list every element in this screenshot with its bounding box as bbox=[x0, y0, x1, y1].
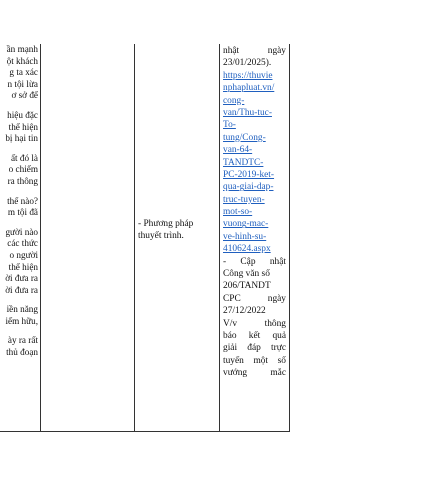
reference-text-line bbox=[223, 268, 286, 280]
text-line: ời đưa ra bbox=[5, 284, 38, 295]
reference-link[interactable]: van-64- bbox=[223, 145, 253, 156]
table-border-col4-right bbox=[289, 44, 290, 432]
reference-link[interactable]: qua-giai-dap- bbox=[223, 182, 274, 193]
word: thông bbox=[264, 318, 286, 329]
word: ngày bbox=[267, 46, 286, 56]
reference-link[interactable]: PC-2019-ket- bbox=[223, 169, 275, 180]
reference-link-line bbox=[223, 169, 286, 181]
reference-link-line bbox=[223, 181, 286, 193]
reference-link-line bbox=[223, 206, 286, 218]
reference-link-line bbox=[223, 218, 286, 230]
reference-link[interactable]: nphapluat.vn/ bbox=[223, 83, 275, 94]
reference-link-line bbox=[223, 82, 286, 94]
text-line: các thức bbox=[7, 238, 38, 249]
reference-link-line bbox=[223, 144, 286, 156]
reference-link-line bbox=[223, 243, 286, 255]
word: nhật bbox=[223, 46, 240, 56]
word: một bbox=[253, 355, 269, 366]
reference-text-line bbox=[223, 367, 286, 379]
reference-link[interactable]: 410624.aspx bbox=[223, 244, 271, 255]
table-border-col3-right bbox=[219, 44, 220, 432]
reference-text-line bbox=[223, 318, 286, 330]
reference-link[interactable]: mot-so- bbox=[223, 207, 253, 218]
word: giải bbox=[223, 343, 238, 354]
word: kết bbox=[248, 330, 261, 341]
word: Cập bbox=[240, 256, 256, 267]
table-border-col2-right bbox=[134, 44, 135, 432]
table-cell-method bbox=[138, 218, 216, 242]
table-cell-references bbox=[223, 45, 286, 380]
text-line: ần mạnh bbox=[6, 44, 38, 54]
text-line: n tội lừa bbox=[7, 78, 38, 89]
word: tuyến bbox=[223, 355, 244, 366]
reference-text-line bbox=[223, 293, 286, 305]
reference-link[interactable]: ve-hinh-su- bbox=[223, 231, 267, 242]
text-line: ất đó là bbox=[10, 152, 38, 163]
text-line: iền năng bbox=[6, 304, 38, 315]
text-line bbox=[0, 296, 38, 304]
reference-text-line bbox=[223, 57, 286, 69]
reference-text-line bbox=[223, 45, 286, 57]
reference-link-line bbox=[223, 70, 286, 82]
text-line bbox=[0, 102, 38, 110]
text-line: o chiếm bbox=[8, 164, 38, 175]
word: 23/01/2025). bbox=[223, 58, 272, 69]
text-line bbox=[0, 219, 38, 227]
word: - bbox=[223, 256, 227, 267]
word: ngày bbox=[267, 293, 286, 304]
text-line: ời đưa ra bbox=[5, 273, 38, 284]
text-line: thể nào? bbox=[7, 195, 38, 206]
word: mắc bbox=[270, 368, 286, 379]
text-line: hiệu đặc bbox=[7, 109, 38, 120]
text-line bbox=[0, 188, 38, 196]
word: vướng bbox=[223, 368, 248, 379]
word: CPC bbox=[223, 293, 241, 304]
reference-link[interactable]: van/Thu-tuc- bbox=[223, 107, 272, 118]
reference-link-line bbox=[223, 194, 286, 206]
text-line: g ta xác bbox=[9, 67, 38, 78]
reference-link-line bbox=[223, 95, 286, 107]
reference-text-line bbox=[223, 342, 286, 354]
reference-link[interactable]: TANDTC- bbox=[223, 157, 264, 168]
text-line: ột khách bbox=[6, 55, 38, 66]
word: nhật bbox=[269, 256, 286, 267]
reference-link-line bbox=[223, 231, 286, 243]
table-border-bottom bbox=[0, 431, 290, 432]
text-line: ra thông bbox=[7, 175, 38, 186]
text-line: gười nào bbox=[5, 226, 38, 237]
text-line: ày ra rất bbox=[7, 335, 38, 346]
method-text-line: - Phương pháp bbox=[138, 219, 194, 229]
reference-text-line bbox=[223, 256, 286, 268]
table-cell-content-col1 bbox=[0, 44, 38, 359]
reference-link-line bbox=[223, 132, 286, 144]
text-line: thể hiện bbox=[8, 261, 38, 272]
text-line: thủ đoạn bbox=[6, 347, 38, 358]
word: quả bbox=[272, 330, 286, 341]
word: V/v bbox=[223, 318, 238, 329]
word: đáp bbox=[247, 343, 261, 354]
text-line: o người bbox=[9, 249, 38, 260]
reference-link[interactable]: cong- bbox=[223, 95, 245, 106]
text-line: thể hiện bbox=[8, 121, 38, 132]
reference-link-line bbox=[223, 107, 286, 119]
reference-link[interactable]: truc-tuyen- bbox=[223, 194, 265, 205]
text-line: iếm hữu, bbox=[5, 315, 38, 326]
word: 27/12/2022 bbox=[223, 306, 266, 317]
reference-text-line bbox=[223, 355, 286, 367]
reference-link[interactable]: https://thuvie bbox=[223, 70, 273, 81]
word: trực bbox=[271, 343, 286, 354]
reference-link[interactable]: vuong-mac- bbox=[223, 219, 269, 230]
reference-text-line bbox=[223, 280, 286, 292]
text-line: ơ sở để bbox=[11, 90, 38, 101]
word: Công văn số bbox=[223, 269, 270, 280]
reference-text-line bbox=[223, 330, 286, 342]
method-text-line: thuyết trình. bbox=[138, 231, 184, 241]
table-border-col1-right bbox=[40, 44, 41, 432]
reference-link[interactable]: To- bbox=[223, 120, 236, 131]
reference-link-line bbox=[223, 157, 286, 169]
reference-link-line bbox=[223, 119, 286, 131]
word: báo bbox=[223, 330, 237, 341]
text-line bbox=[0, 145, 38, 153]
text-line: m tội đã bbox=[7, 207, 38, 218]
text-line bbox=[0, 327, 38, 335]
text-line: bị hại tin bbox=[5, 133, 38, 144]
word: 206/TANDT bbox=[223, 281, 271, 292]
reference-text-line bbox=[223, 305, 286, 317]
reference-link[interactable]: tung/Cong- bbox=[223, 132, 266, 143]
word: số bbox=[277, 355, 286, 366]
